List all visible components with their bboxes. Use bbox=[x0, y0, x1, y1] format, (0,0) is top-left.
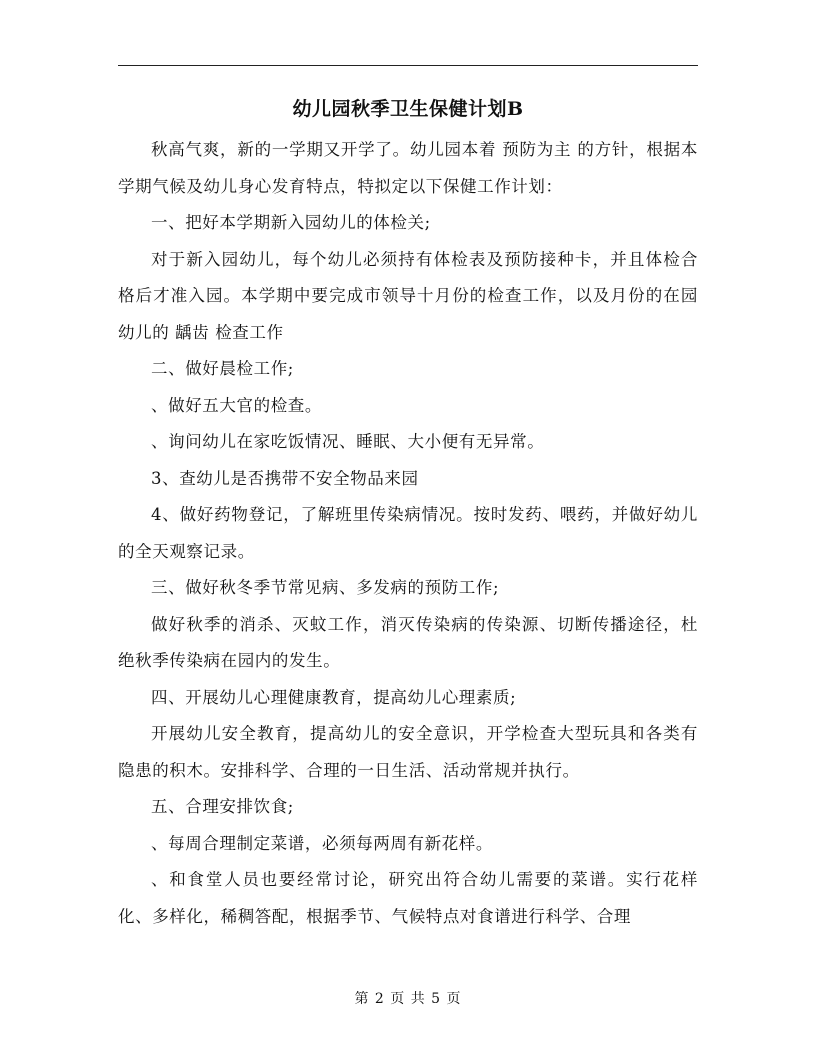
page-footer bbox=[0, 988, 816, 1008]
footer-prefix: 第 bbox=[354, 991, 370, 1007]
section-heading: 五、合理安排饮食; bbox=[151, 797, 294, 816]
list-item: 3、查幼儿是否携带不安全物品来园 bbox=[151, 468, 419, 488]
list-item: 、询问幼儿在家吃饭情况、睡眠、大小便有无异常。 bbox=[151, 432, 545, 451]
paragraph: 做好秋季的消杀、灭蚊工作，消灭传染病的传染源、切断传播途径，杜绝秋季传染病在园内的发生。 bbox=[118, 614, 698, 670]
section-heading: 三、做好秋冬季节常见病、多发病的预防工作; bbox=[151, 578, 500, 597]
list-item: 4、做好药物登记，了解班里传染病情况。按时发药、喂药，并做好幼儿的全天观察记录。 bbox=[118, 505, 698, 561]
footer-suffix: 页 bbox=[446, 991, 462, 1007]
footer-middle: 页 共 bbox=[390, 991, 426, 1007]
section-heading: 四、开展幼儿心理健康教育，提高幼儿心理素质; bbox=[151, 687, 517, 707]
list-item: 、每周合理制定菜谱，必须每两周有新花样。 bbox=[151, 833, 493, 853]
document-body bbox=[118, 132, 698, 935]
total-page-count: 5 bbox=[431, 991, 442, 1007]
document-title: 幼儿园秋季卫生保健计划B bbox=[292, 98, 524, 120]
header-rule bbox=[118, 65, 698, 66]
paragraph: 开展幼儿安全教育，提高幼儿的安全意识，开学检查大型玩具和各类有隐患的积木。安排科学、合理的一日生活、活动常规并执行。 bbox=[118, 724, 698, 780]
paragraph: 秋高气爽，新的一学期又开学了。幼儿园本着 预防为主 的方针，根据本学期气候及幼儿身心发育特点，特拟定以下保健工作计划： bbox=[118, 140, 698, 196]
section-heading: 二、做好晨检工作; bbox=[151, 359, 294, 378]
section-heading: 一、把好本学期新入园幼儿的体检关; bbox=[151, 213, 431, 232]
paragraph: 对于新入园幼儿，每个幼儿必须持有体检表及预防接种卡，并且体检合格后才准入园。本学期中要完成市领导十月份的检查工作，以及月份的在园幼儿的 龋齿 检查工作 bbox=[118, 249, 698, 342]
list-item: 、做好五大官的检查。 bbox=[151, 395, 322, 415]
current-page-number: 2 bbox=[374, 991, 385, 1007]
list-item: 、和食堂人员也要经常讨论，研究出符合幼儿需要的菜谱。实行花样化、多样化，稀稠答配，根据季节、气候特点对食谱进行科学、合理 bbox=[118, 870, 698, 926]
